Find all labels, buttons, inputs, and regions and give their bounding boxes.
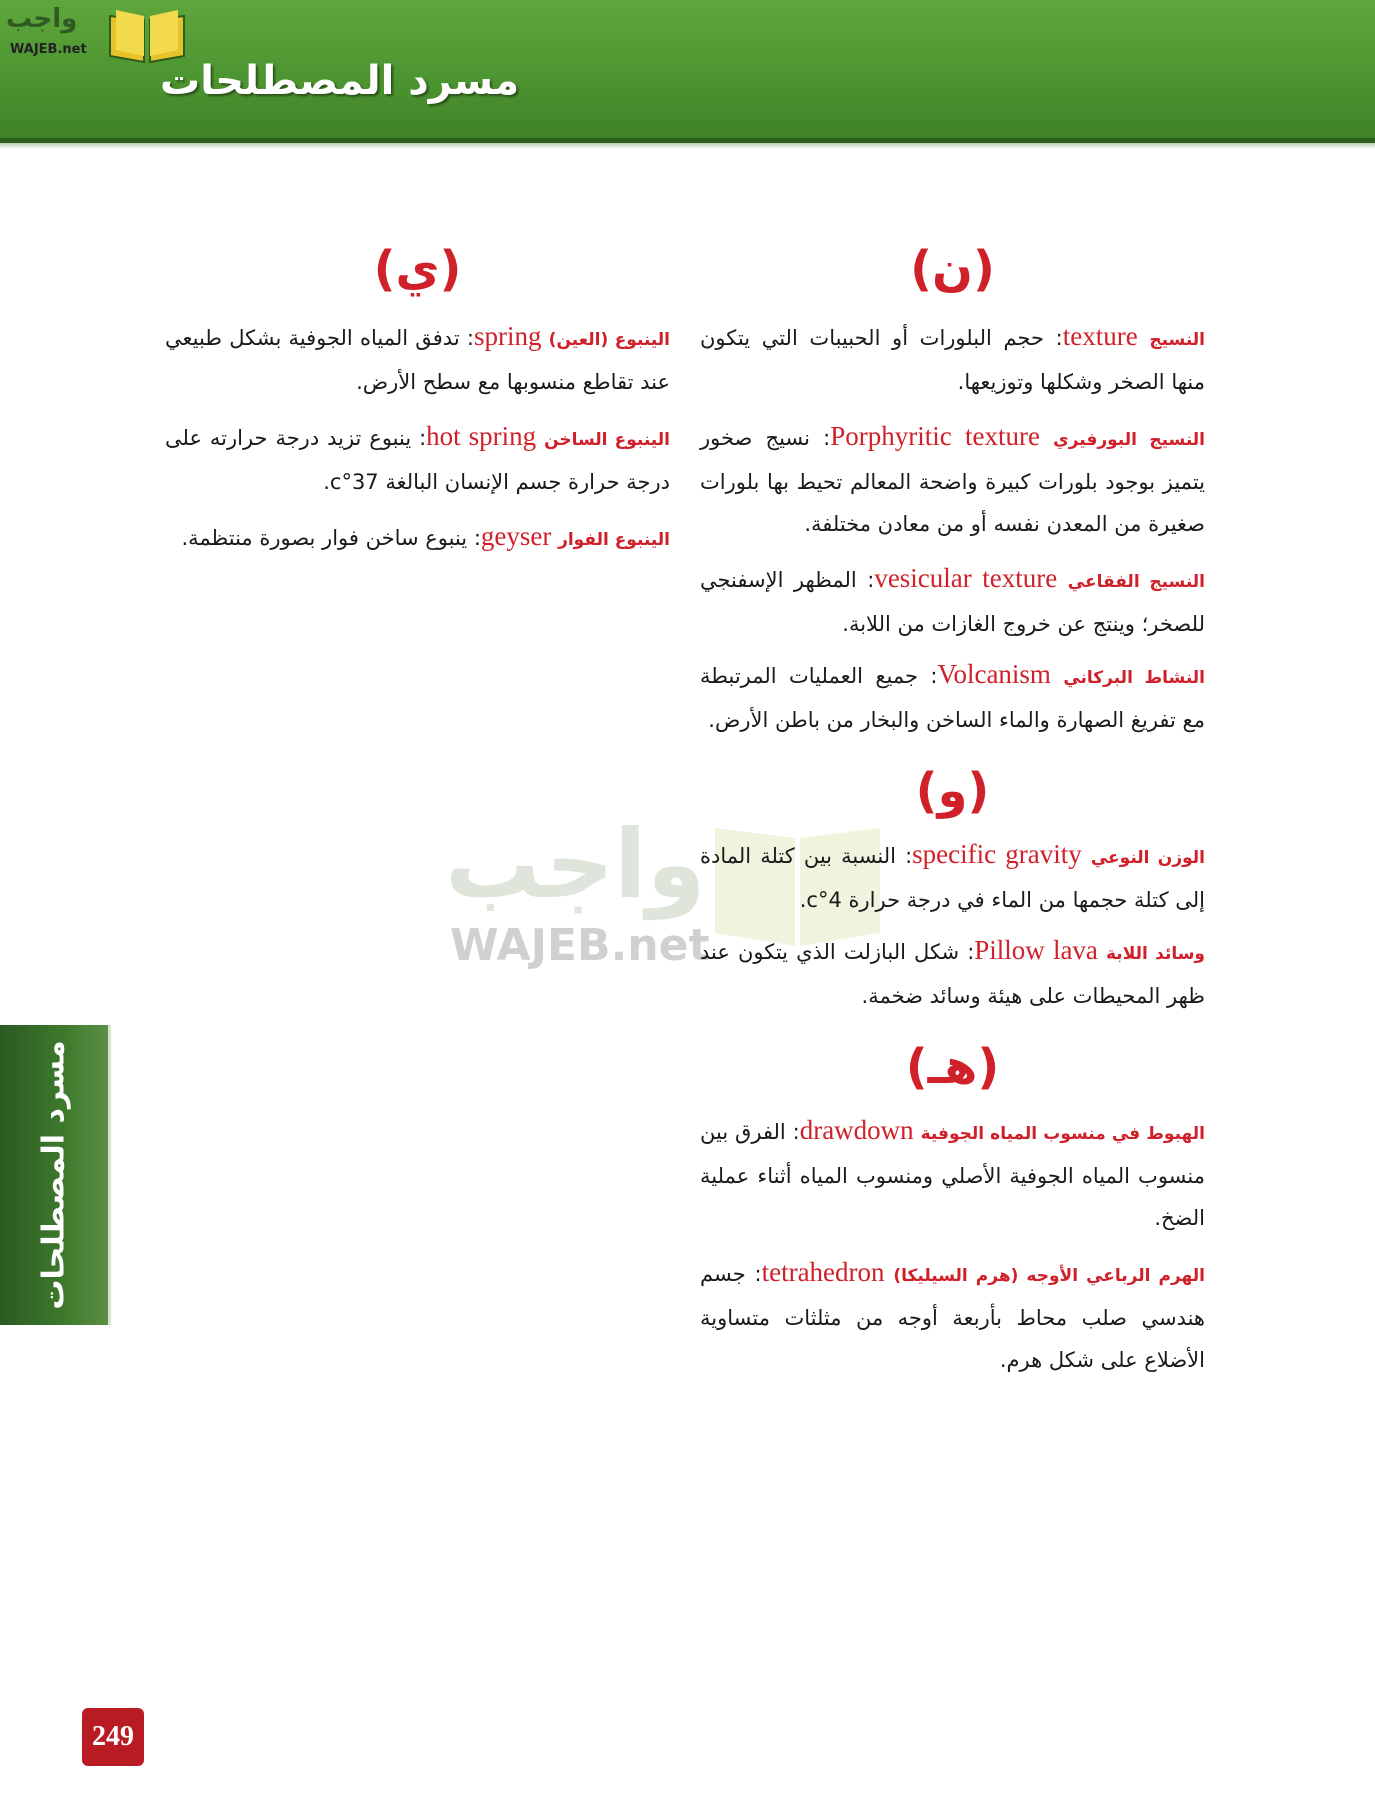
header-shadow [0,143,1375,149]
site-logo-text: واجب [6,4,78,34]
entry-english: texture [1062,321,1138,351]
watermark-text: واجب [445,810,706,920]
entry-term: النسيج الفقاعي [1067,572,1205,592]
entry-term: الوزن النوعي [1090,848,1205,868]
entry-definition: النسبة بين كتلة المادة إلى كتلة حجمها من الماء في درجة حرارة 4°c. [700,844,1205,912]
glossary-entry: الهبوط في منسوب المياه الجوفية drawdown: الفرق بين منسوب المياه الجوفية الأصلي ومنسوب المياه أثناء عملية الضخ. [700,1115,1205,1230]
entry-english: drawdown [799,1115,914,1145]
page-title: مسرد المصطلحات [160,58,520,104]
glossary-entry: الينبوع (العين) spring: تدفق المياه الجوفية بشكل طبيعي عند تقاطع منسوبها مع سطح الأرض. [165,321,670,394]
glossary-entry: الهرم الرباعي الأوجه (هرم السيليكا) tetrahedron: جسم هندسي صلب محاط بأربعة أوجه من مثلثات متساوية الأضلاع على شكل هرم. [700,1257,1205,1372]
entry-definition: نسيج صخور يتميز بوجود بلورات كبيرة واضحة المعالم تحيط بها بلورات صغيرة من المعدن نفسه أو من معادن مختلفة. [700,426,1205,536]
entry-term: الينبوع (العين) [548,330,670,350]
entry-english: vesicular texture [874,563,1058,593]
entry-english: spring [473,321,542,351]
entry-english: Pillow lava [974,935,1098,965]
entry-definition: حجم البلورات أو الحبيبات التي يتكون منها الصخر وشكلها وتوزيعها. [700,326,1205,394]
side-tab-label: مسرد المصطلحات [36,1040,72,1310]
entry-term: الينبوع الفوار [558,530,670,550]
entry-english: tetrahedron [761,1257,885,1287]
entry-english: geyser [480,521,552,551]
entry-term: النسيج [1149,330,1205,350]
entry-definition: تدفق المياه الجوفية بشكل طبيعي عند تقاطع منسوبها مع سطح الأرض. [165,326,670,394]
section-letter: (ن) [910,241,995,297]
site-logo-subtext: WAJEB.net [10,42,87,57]
glossary-entry: النسيج البورفيري Porphyritic texture: نسيج صخور يتميز بوجود بلورات كبيرة واضحة المعالم تحيط بها بلورات صغيرة من المعدن نفسه أو من معادن مختلفة. [700,421,1205,536]
entry-definition: جسم هندسي صلب محاط بأربعة أوجه من مثلثات متساوية الأضلاع على شكل هرم. [700,1262,1205,1372]
glossary-entry: النشاط البركاني Volcanism: جميع العمليات المرتبطة مع تفريغ الصهارة والماء الساخن والبخار من باطن الأرض. [700,659,1205,732]
page-number-badge: 249 [82,1708,144,1766]
entry-term: الهرم الرباعي الأوجه (هرم السيليكا) [893,1266,1205,1286]
glossary-entry: الينبوع الساخن hot spring: ينبوع تزيد درجة حرارته على درجة حرارة جسم الإنسان البالغة 37°c. [165,421,670,494]
entry-term: الينبوع الساخن [544,430,670,450]
entry-term: الهبوط في منسوب المياه الجوفية [920,1124,1205,1144]
glossary-entry: النسيج texture: حجم البلورات أو الحبيبات التي يتكون منها الصخر وشكلها وتوزيعها. [700,321,1205,394]
section-letter: (و) [915,763,990,819]
entry-english: specific gravity [912,839,1082,869]
book-logo-icon [106,6,188,64]
section-letter: (هـ) [905,1039,1000,1095]
glossary-right-column [700,241,1205,1381]
entry-definition: ينبوع تزيد درجة حرارته على درجة حرارة جسم الإنسان البالغة 37°c. [165,426,670,494]
entry-english: Volcanism [937,659,1051,689]
glossary-entry: الينبوع الفوار geyser: ينبوع ساخن فوار بصورة منتظمة. [181,521,670,551]
glossary-entry: الوزن النوعي specific gravity: النسبة بين كتلة المادة إلى كتلة حجمها من الماء في درجة حرارة 4°c. [700,839,1205,912]
entry-definition: المظهر الإسفنجي للصخر؛ وينتج عن خروج الغازات من اللابة. [700,568,1205,636]
watermark-subtext: WAJEB.net [450,920,710,971]
entry-definition: جميع العمليات المرتبطة مع تفريغ الصهارة والماء الساخن والبخار من باطن الأرض. [700,664,1205,732]
entry-term: النشاط البركاني [1063,668,1205,688]
glossary-entry: وسائد اللابة Pillow lava: شكل البازلت الذي يتكون عند ظهر المحيطات على هيئة وسائد ضخمة. [700,935,1205,1008]
glossary-entry: النسيج الفقاعي vesicular texture: المظهر الإسفنجي للصخر؛ وينتج عن خروج الغازات من اللابة. [700,563,1205,636]
entry-definition: شكل البازلت الذي يتكون عند ظهر المحيطات على هيئة وسائد ضخمة. [700,940,1205,1008]
entry-definition: ينبوع ساخن فوار بصورة منتظمة. [181,526,468,550]
entry-definition: الفرق بين منسوب المياه الجوفية الأصلي ومنسوب المياه أثناء عملية الضخ. [700,1120,1205,1230]
entry-english: hot spring [426,421,537,451]
entry-term: النسيج البورفيري [1053,430,1205,450]
entry-english: Porphyritic texture [830,421,1040,451]
entry-term: وسائد اللابة [1106,944,1205,964]
section-letter: (ي) [373,241,462,297]
glossary-left-column [165,241,670,561]
